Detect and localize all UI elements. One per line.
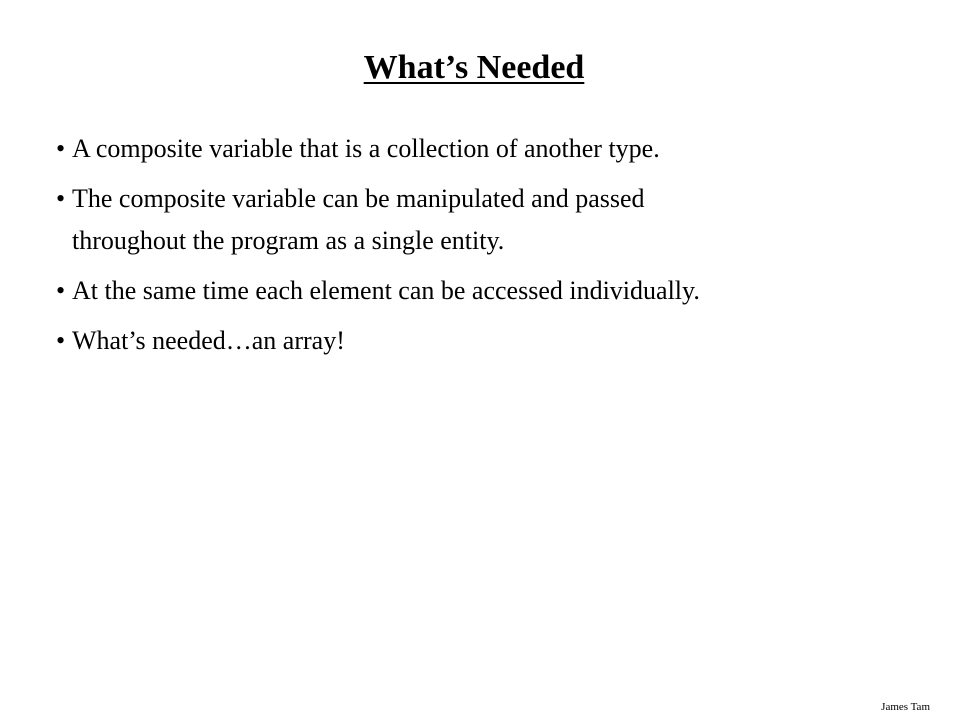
bullet-icon: • [56,134,66,163]
bullet-text-continuation: throughout the program as a single entity. [72,226,505,255]
bullet-icon: • [56,326,66,355]
bullet-text: What’s needed…an array! [72,326,345,355]
bullet-icon: • [56,276,66,305]
bullet-text: A composite variable that is a collection of another type. [72,134,660,163]
bullet-text: At the same time each element can be accessed individually. [72,276,700,305]
bullet-list [58,128,938,370]
author-footer: James Tam [881,701,930,713]
bullet-item [58,320,938,362]
bullet-item [58,178,938,262]
bullet-item [58,128,938,170]
bullet-icon: • [56,184,66,213]
slide-title: What’s Needed [363,49,585,86]
bullet-text: The composite variable can be manipulated and passed [72,184,645,213]
bullet-item [58,270,938,312]
